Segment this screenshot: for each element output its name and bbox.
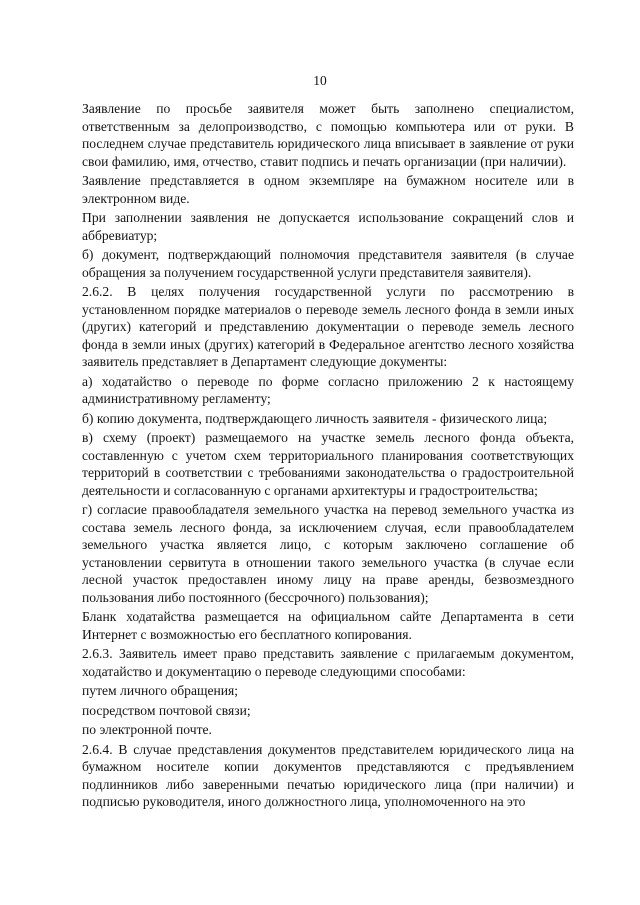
list-item-email: по электронной почте. [82,722,212,737]
paragraph-assistance: Заявление по просьбе заявителя может быть заполнено специалистом, ответственным за делопроизводство, с помощью компьютера или от руки. В последнем случае представитель юридического лица вписывает в заявление от руки свои фамилию, имя, отчество, ставит подпись и печать организации (при наличии). [82,101,574,169]
paragraph-item-v: в) схему (проект) размещаемого на участке земель лесного фонда объекта, составленную с учетом схем территориального планирования соответствующих территорий в соответствии с требованиями законодательства о градостроительной деятельности и согласованную с органами архитектуры и градостроительства; [82,430,574,498]
list-item-in-person: путем личного обращения; [82,683,239,698]
document-body [82,100,574,811]
paragraph-copies: Заявление представляется в одном экземпляре на бумажном носителе или в электронном виде. [82,173,574,206]
paragraph-2-6-2: 2.6.2. В целях получения государственной услуги по рассмотрению в установленном порядке материалов о переводе земель лесного фонда в земли иных (других) категорий и представлению документации о переводе земель лесного фонда в земли иных (других) категорий в Федеральное агентство лесного хозяйства заявитель представляет в Департамент следующие документы: [82,284,574,369]
paragraph-item-b-authority: б) документ, подтверждающий полномочия представителя заявителя (в случае обращения за получением государственной услуги представителя заявителя). [82,247,574,280]
paragraph-form-website: Бланк ходатайства размещается на официальном сайте Департамента в сети Интернет с возможностью его бесплатного копирования. [82,609,574,642]
paragraph-2-6-4: 2.6.4. В случае представления документов представителем юридического лица на бумажном носителе копии документов представляются с предъявлением подлинников либо заверенными печатью юридического лица (при наличии) и подписью руководителя, иного должностного лица, уполномоченного на это [82,741,574,809]
list-item-postal: посредством почтовой связи; [82,702,251,718]
paragraph-2-6-3: 2.6.3. Заявитель имеет право представить заявление с прилагаемым документом, ходатайство и документацию о переводе следующими способами: [82,646,574,679]
paragraph-abbreviations: При заполнении заявления не допускается использование сокращений слов и аббревиатур; [82,210,574,243]
paragraph-item-a: а) ходатайство о переводе по форме согласно приложению 2 к настоящему административному регламенту; [82,373,574,406]
paragraph-item-b: б) копию документа, подтверждающего личность заявителя - физического лица; [82,410,548,426]
page-number: 10 [313,73,327,88]
paragraph-item-g: г) согласие правообладателя земельного участка на перевод земельного участка из состава земель лесного фонда, за исключением случая, если правообладателем земельного участка является лицо, с которым заключено соглашение об установлении сервитута в отношении такого земельного участка (в случае если лесной участок предоставлен иному лицу на праве аренды, безвозмездного пользования либо постоянного (бессрочного) пользования); [82,502,574,605]
